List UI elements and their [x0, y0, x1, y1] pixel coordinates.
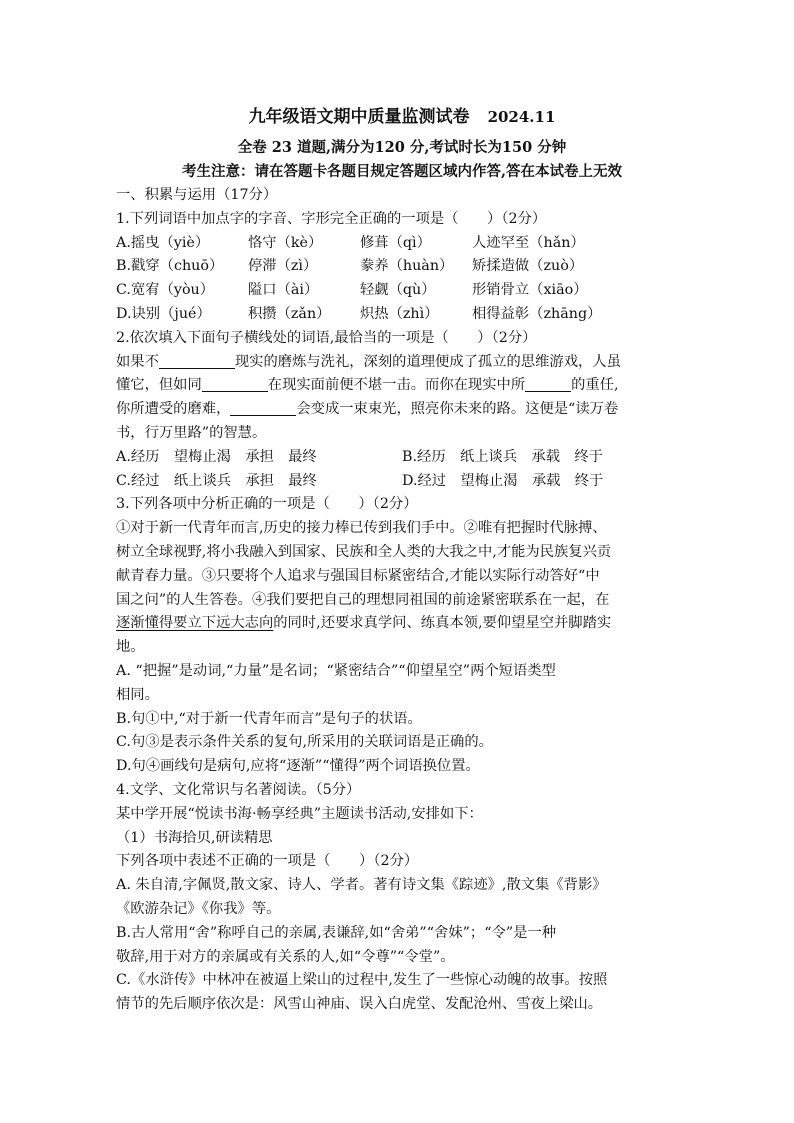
- underlined-sentence: 逐渐懂得要立下远大志向: [116, 615, 274, 632]
- q2-stem: 2.依次填入下面句子横线处的词语,最恰当的一项是（ ）（2分）: [116, 329, 537, 346]
- q1-option-b: B.戳穿（chuō） 停滞（zì） 豢养（huàn） 矫揉造做（zuò）: [116, 258, 584, 275]
- q2-option-a: A.经历 望梅止渴 承担 最终: [116, 448, 317, 465]
- q3-passage-line: 献青春力量。③只要将个人追求与强国目标紧密结合,才能以实际行动答好“中: [116, 567, 600, 584]
- title-text: 九年级语文期中质量监测试卷: [248, 107, 470, 127]
- q3-passage-line: 国之问”的人生答卷。④我们要把自己的理想同祖国的前途紧密联系在一起，在: [116, 591, 610, 608]
- q1-stem: 1.下列词语中加点字的字音、字形完全正确的一项是（ ）（2分）: [116, 210, 547, 227]
- q2-passage-line-4: 书，行万里路”的智慧。: [116, 424, 267, 441]
- q2-option-b: B.经历 纸上谈兵 承载 终于: [402, 448, 603, 465]
- q4-option-b-cont: 敬辞,用于对方的亲属或有关系的人,如“令尊”“令堂”。: [116, 948, 455, 965]
- q4-stem: 4.文学、文化常识与名著阅读。（5分）: [116, 781, 361, 798]
- q2-options-ab: [116, 446, 688, 470]
- q3-option-d: D.句④画线句是病句,应将“逐渐”“懂得”两个词语换位置。: [116, 758, 480, 775]
- q2-passage-line-2: 懂它，但如同 在现实面前便不堪一击。而你在现实中所 的重任,: [116, 374, 688, 398]
- fill-blank-4: [230, 398, 296, 416]
- q4-option-a: A. 朱自清,字佩贤,散文家、诗人、学者。著有诗文集《踪迹》,散文集《背影》: [116, 877, 607, 894]
- exam-notice: 考生注意：请在答题卡各题目规定答题区域内作答,答在本试卷上无效: [181, 163, 623, 180]
- exam-page: [116, 104, 688, 1017]
- q1-option-a: A.摇曳（yiè） 恪守（kè） 修葺（qì） 人迹罕至（hǎn）: [116, 234, 585, 251]
- q3-passage-line: ①对于新一代青年而言,历史的接力棒已传到我们手中。②唯有把握时代脉搏、: [116, 520, 607, 537]
- q4-option-a-cont: 《欧游杂记》《你我》等。: [116, 900, 281, 917]
- q3-passage-line: 地。: [116, 639, 145, 656]
- q2-options-cd: [116, 470, 688, 494]
- q4-sub1-question: 下列各项中表述不正确的一项是（ ）（2分）: [116, 853, 419, 870]
- section-heading: 一、积累与运用（17分）: [116, 187, 278, 203]
- q1-option-d: D.诀别（jué） 积攒（zǎn） 炽热（zhì） 相得益彰（zhāng）: [116, 305, 602, 322]
- q3-option-a-cont: 相同。: [116, 686, 159, 703]
- fill-blank-1: [159, 351, 235, 369]
- q2-passage-line-1: 如果不 现实的磨炼与洗礼，深刻的道理便成了孤立的思维游戏，人虽: [116, 351, 688, 375]
- q3-stem: 3.下列各项中分析正确的一项是（ ）（2分）: [116, 496, 418, 513]
- q3-passage-line: 树立全球视野,将小我融入到国家、民族和全人类的大我之中,才能为民族复兴贡: [116, 543, 612, 560]
- exam-title: [116, 104, 688, 130]
- q3-option-c: C.句③是表示条件关系的复句,所采用的关联词语是正确的。: [116, 734, 493, 751]
- q2-option-d: D.经过 望梅止渴 承载 终于: [402, 472, 604, 489]
- q3-option-a: A. “把握”是动词,“力量”是名词；“紧密结合”“仰望星空”两个短语类型: [116, 662, 556, 679]
- q4-option-c: C.《水浒传》中林冲在被逼上梁山的过程中,发生了一些惊心动魄的故事。按照: [116, 972, 608, 989]
- q2-option-c: C.经过 纸上谈兵 承担 最终: [116, 472, 317, 489]
- exam-info: 全卷 23 道题,满分为120 分,考试时长为150 分钟: [237, 139, 567, 156]
- q2-passage-line-3: 你所遭受的磨难， 会变成一束束光，照亮你未来的路。这便是“读万卷: [116, 398, 688, 422]
- q3-passage-line: 逐渐懂得要立下远大志向的同时,还要求真学问、练真本领,要仰望星空并脚踏实: [116, 615, 612, 632]
- exam-date: 2024.11: [487, 108, 556, 126]
- q4-intro: 某中学开展“悦读书海·畅享经典”主题读书活动,安排如下：: [116, 805, 483, 822]
- q4-option-c-cont: 情节的先后顺序依次是：风雪山神庙、误入白虎堂、发配沧州、雪夜上梁山。: [116, 996, 603, 1013]
- fill-blank-2: [202, 374, 268, 392]
- q4-option-b: B.古人常用“舍”称呼自己的亲属,表谦辞,如“舍弟”“舍妹”；“令”是一种: [116, 924, 557, 941]
- q3-option-b: B.句①中,“对于新一代青年而言”是句子的状语。: [116, 710, 422, 727]
- q1-option-c: C.宽宥（yòu） 隘口（ài） 轻觑（qù） 形销骨立（xiāo）: [116, 282, 588, 299]
- q4-sub1-heading: （1）书海拾贝,研读精思: [116, 829, 273, 846]
- fill-blank-3: [525, 374, 571, 392]
